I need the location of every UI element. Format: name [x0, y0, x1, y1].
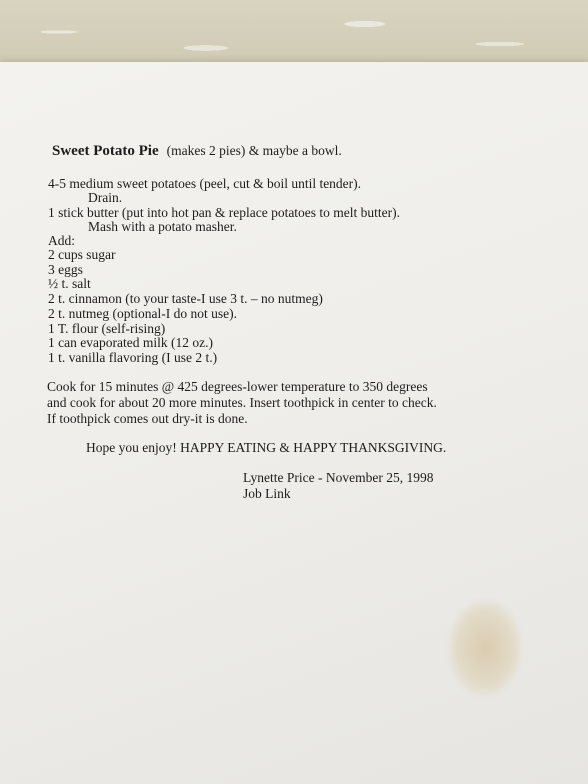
ingredient-line: 2 cups sugar [48, 247, 116, 262]
ingredient-line: ½ t. salt [48, 276, 91, 291]
recipe-title: Sweet Potato Pie [52, 143, 159, 159]
closing-line: Hope you enjoy! HAPPY EATING & HAPPY THANKSGIVING. [86, 440, 447, 455]
instruction-line: Cook for 15 minutes @ 425 degrees-lower temperature to 350 degrees [47, 379, 428, 394]
step-line: Drain. [88, 190, 123, 205]
ingredient-line: 1 can evaporated milk (12 oz.) [48, 335, 213, 350]
step-line: 4-5 medium sweet potatoes (peel, cut & boil until tender). [48, 176, 362, 191]
instruction-line: and cook for about 20 more minutes. Insert toothpick in center to check. [47, 395, 437, 410]
paper-stain [448, 600, 522, 696]
instruction-line: If toothpick comes out dry-it is done. [47, 411, 248, 426]
ingredient-line: 3 eggs [48, 262, 83, 277]
signature-name-date: Lynette Price - November 25, 1998 [243, 470, 434, 485]
ingredient-line: 1 T. flour (self-rising) [48, 321, 166, 336]
recipe-title-line [52, 142, 342, 160]
ingredient-line: 2 t. cinnamon (to your taste-I use 3 t. – no nutmeg) [48, 291, 323, 306]
add-label: Add: [48, 233, 75, 248]
step-line: 1 stick butter (put into hot pan & replace potatoes to melt butter). [48, 205, 401, 220]
ingredient-line: 1 t. vanilla flavoring (I use 2 t.) [48, 350, 218, 365]
recipe-subtitle: (makes 2 pies) & maybe a bowl. [166, 143, 342, 158]
ingredient-line: 2 t. nutmeg (optional-I do not use). [48, 306, 237, 321]
signature-org: Job Link [243, 486, 291, 501]
step-line: Mash with a potato masher. [88, 219, 237, 234]
